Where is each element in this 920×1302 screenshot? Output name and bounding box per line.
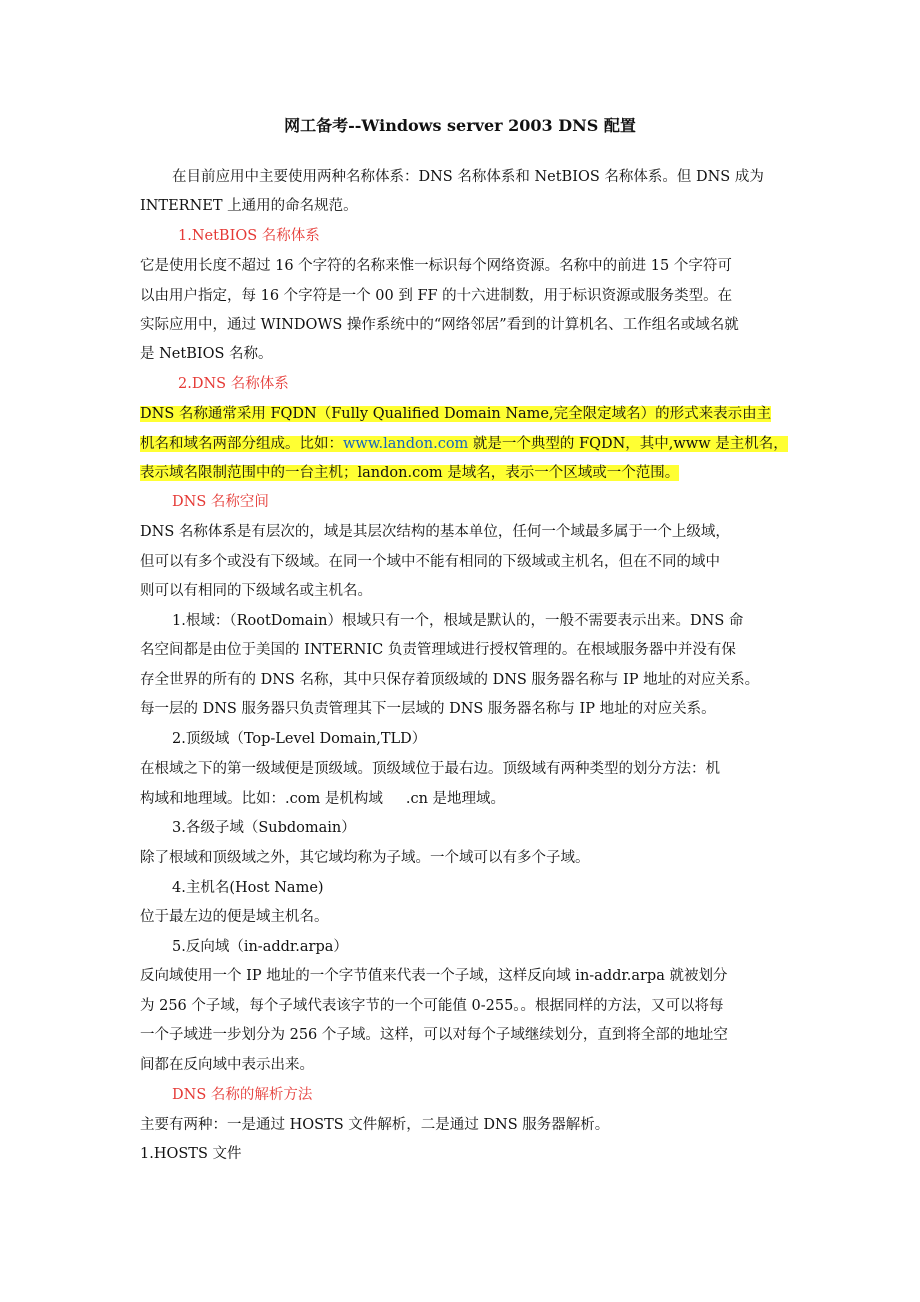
netbios-line-1: 它是使用长度不超过 16 个字符的名称来惟一标识每个网络资源。名称中的前进 15 个字符可 [140, 258, 732, 274]
namespace-heading: DNS 名称空间 [172, 494, 269, 510]
reverse-line-3: 一个子域进一步划分为 256 个子域。这样，可以对每个子域继续划分，直到将全部的地址空 [140, 1027, 728, 1043]
root-line-1: 1.根域：（RootDomain）根域只有一个，根域是默认的，一般不需要表示出来。DNS 命 [172, 613, 744, 629]
root-line-3: 存全世界的所有的 DNS 名称，其中只保存着顶级域的 DNS 服务器名称与 IP 地址的对应关系。 [140, 672, 760, 688]
intro-line-1: 在目前应用中主要使用两种名称体系：DNS 名称体系和 NetBIOS 名称体系。但 DNS 成为 [172, 169, 764, 185]
root-line-4: 每一层的 DNS 服务器只负责管理其下一层域的 DNS 服务器名称与 IP 地址的对应关系。 [140, 701, 716, 717]
dns-line-3-text: 表示域名限制范围中的一台主机；landon.com 是域名，表示一个区域或一个范围。 [140, 465, 680, 481]
reverse-line-1: 反向域使用一个 IP 地址的一个字节值来代表一个子域，这样反向域 in-addr.arpa 就被划分 [140, 968, 728, 984]
tld-line-1: 在根域之下的第一级域便是顶级域。顶级域位于最右边。顶级域有两种类型的划分方法：机 [140, 761, 720, 777]
hostname-heading: 4.主机名(Host Name) [172, 880, 324, 896]
dns-line-2 [140, 435, 788, 453]
hosts-heading: 1.HOSTS 文件 [140, 1146, 242, 1162]
hostname-line: 位于最左边的便是域主机名。 [140, 909, 329, 925]
netbios-line-2: 以由用户指定，每 16 个字符是一个 00 到 FF 的十六进制数，用于标识资源或服务类型。在 [140, 288, 733, 304]
dns-line-3 [140, 464, 679, 482]
namespace-line-2: 但可以有多个或没有下级域。在同一个域中不能有相同的下级域或主机名，但在不同的域中 [140, 554, 720, 570]
dns-line-1-text: DNS 名称通常采用 FQDN（Fully Qualified Domain Name,完全限定域名）的形式来表示由主 [140, 406, 772, 422]
resolve-line: 主要有两种：一是通过 HOSTS 文件解析，二是通过 DNS 服务器解析。 [140, 1117, 610, 1133]
resolve-heading: DNS 名称的解析方法 [172, 1087, 313, 1103]
netbios-line-3: 实际应用中，通过 WINDOWS 操作系统中的“网络邻居”看到的计算机名、工作组名或域名就 [140, 317, 739, 333]
intro-line-2: INTERNET 上通用的命名规范。 [140, 198, 358, 214]
subdomain-heading: 3.各级子域（Subdomain） [172, 820, 356, 836]
tld-line-2: 构域和地理域。比如：.com 是机构域 .cn 是地理域。 [140, 791, 506, 807]
dns-line-2-post: 就是一个典型的 FQDN，其中,www 是主机名， [468, 436, 788, 452]
reverse-line-2: 为 256 个子域，每个子域代表该字节的一个可能值 0-255。。根据同样的方法，又可以将每 [140, 998, 724, 1014]
landon-link[interactable]: www.landon.com [343, 436, 469, 452]
document-title: 网工备考--Windows server 2003 DNS 配置 [284, 116, 636, 135]
dns-line-2-pre: 机名和域名两部分组成。比如： [140, 436, 343, 452]
dns-line-1 [140, 405, 771, 423]
reverse-heading: 5.反向域（in-addr.arpa） [172, 939, 348, 955]
tld-heading: 2.顶级域（Top-Level Domain,TLD） [172, 731, 427, 747]
subdomain-line: 除了根域和顶级域之外，其它域均称为子域。一个域可以有多个子域。 [140, 850, 590, 866]
namespace-line-3: 则可以有相同的下级域名或主机名。 [140, 583, 372, 599]
root-line-2: 名空间都是由位于美国的 INTERNIC 负责管理域进行授权管理的。在根域服务器中并没有保 [140, 642, 736, 658]
reverse-line-4: 间都在反向域中表示出来。 [140, 1057, 314, 1073]
netbios-line-4: 是 NetBIOS 名称。 [140, 346, 273, 362]
namespace-line-1: DNS 名称体系是有层次的，域是其层次结构的基本单位，任何一个域最多属于一个上级域， [140, 524, 730, 540]
netbios-heading: 1.NetBIOS 名称体系 [178, 228, 320, 244]
dns-heading: 2.DNS 名称体系 [178, 376, 289, 392]
